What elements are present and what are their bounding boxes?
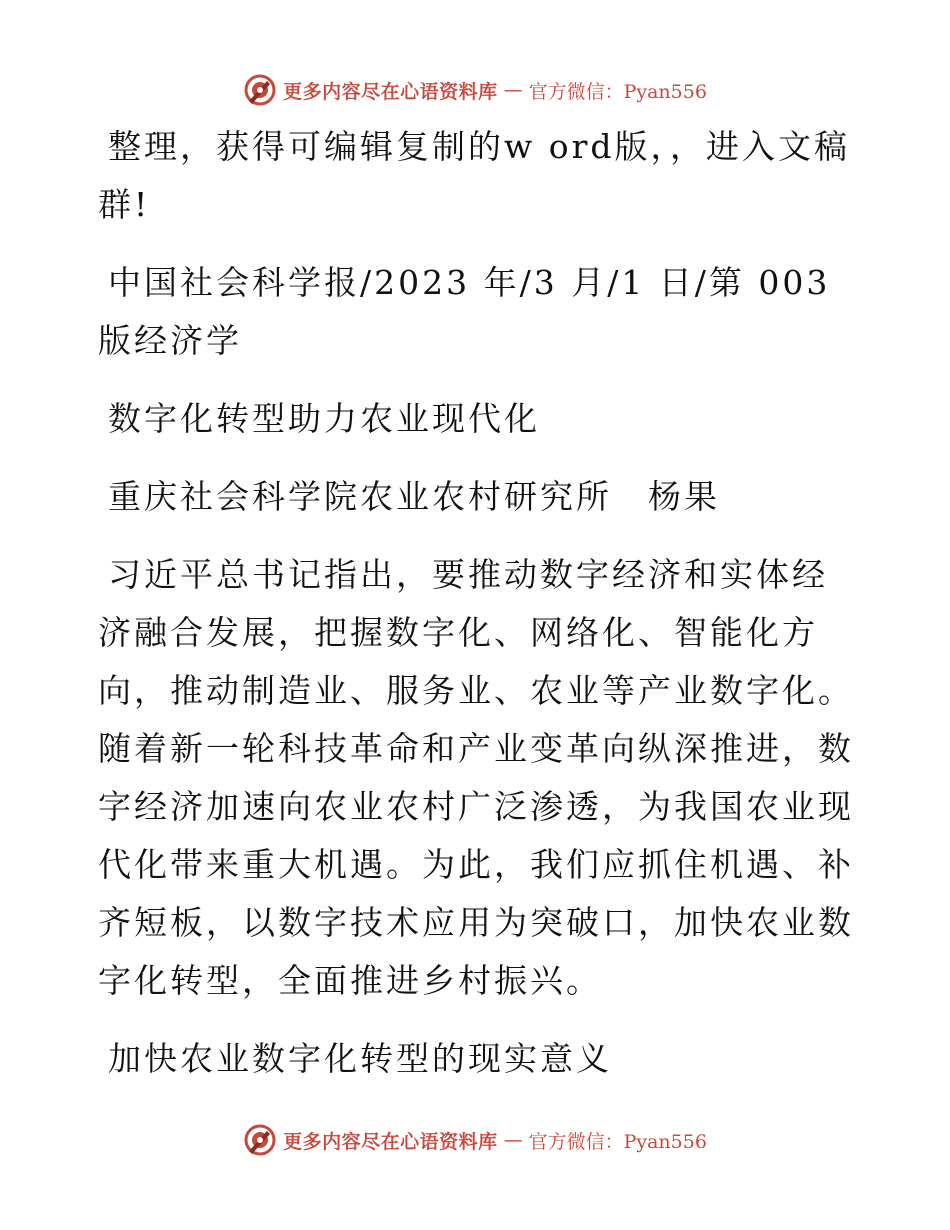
footer-banner [0, 1120, 950, 1160]
banner-contact-text: 官方微信：Pyan556 [528, 1130, 707, 1153]
header-banner [0, 70, 950, 110]
body-paragraph: 习近平总书记指出，要推动数字经济和实体经济融合发展，把握数字化、网络化、智能化方向，推动制造业、服务业、农业等产业数字化。随着新一轮科技革命和产业变革向纵深推进，数字经济加速向农业农村广泛渗透，为我国农业现代化带来重大机遇。为此，我们应抓住机遇、补齐短板，以数字技术应用为突破口，加快农业数字化转型，全面推进乡村振兴。 [98, 555, 854, 1000]
author-line: 重庆社会科学院农业农村研究所 杨果 [108, 477, 720, 516]
document-body [98, 118, 858, 1088]
section-heading: 加快农业数字化转型的现实意义 [108, 1039, 612, 1078]
pen-logo-icon [243, 73, 277, 107]
banner-dash: — [503, 79, 523, 101]
banner-dash: — [503, 1129, 523, 1151]
banner-contact-text: 官方微信：Pyan556 [528, 80, 707, 103]
banner-promo-text: 更多内容尽在心语资料库 [283, 80, 498, 103]
banner-promo-text: 更多内容尽在心语资料库 [283, 1130, 498, 1153]
note-paragraph: 整理，获得可编辑复制的w ord版，，进入文稿群! [98, 127, 851, 224]
pen-logo-icon [243, 1123, 277, 1157]
source-line: 中国社会科学报/2023 年/3 月/1 日/第 003 版经济学 [98, 263, 831, 360]
article-title: 数字化转型助力农业现代化 [108, 399, 540, 438]
